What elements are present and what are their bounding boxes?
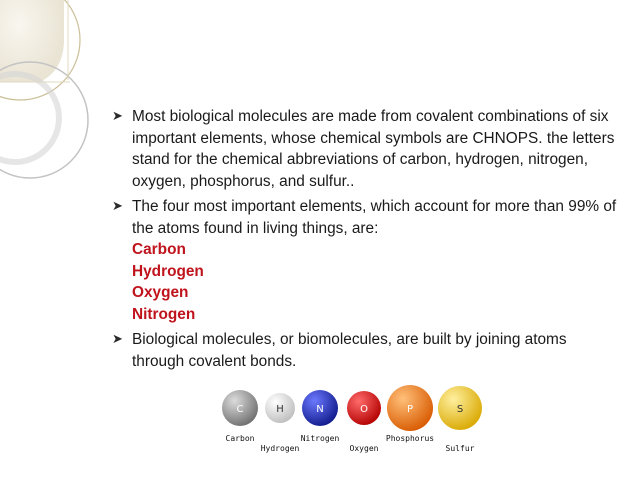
bullet-marker-icon: ➤: [112, 198, 123, 213]
atom-symbol-h: H: [276, 404, 284, 415]
bullet-1-text: Most biological molecules are made from covalent combinations of six important elements, whose chemical symbols are CHNOPS. the letters stand for the chemical abbreviations of carbon, hydrogen, nitrogen, oxygen, phosphorus, and sulfur..: [132, 108, 615, 190]
atom-symbol-p: P: [406, 404, 414, 415]
atom-label-carbon: Carbon: [225, 434, 255, 443]
elements-list: [132, 239, 622, 325]
content-area: [112, 106, 622, 376]
bullet-2-text: The four most important elements, which account for more than 99% of the atoms found in living things, are:: [132, 198, 617, 237]
atom-label-oxygen: Oxygen: [349, 444, 379, 453]
bullet-2: [112, 196, 622, 325]
atom-label-phosphorus: Phosphorus: [385, 434, 435, 443]
bullet-1: [112, 106, 622, 192]
atom-symbol-c: C: [236, 404, 244, 415]
element-hydrogen: Hydrogen: [132, 262, 204, 280]
bullet-3: [112, 329, 622, 372]
atom-label-nitrogen: Nitrogen: [300, 434, 340, 443]
element-carbon: Carbon: [132, 241, 186, 258]
atom-label-hydrogen: Hydrogen: [260, 444, 300, 453]
atom-symbol-s: S: [456, 404, 464, 415]
atom-symbol-n: N: [316, 404, 324, 415]
bullet-marker-icon: ➤: [112, 108, 123, 123]
element-oxygen: Oxygen: [132, 284, 189, 301]
atom-symbol-o: O: [360, 404, 368, 415]
bullet-marker-icon: ➤: [112, 331, 123, 346]
element-nitrogen: Nitrogen: [132, 305, 196, 323]
bullet-3-text: Biological molecules, or biomolecules, are built by joining atoms through covalent bonds.: [132, 331, 567, 370]
atom-label-sulfur: Sulfur: [445, 444, 475, 453]
atoms-illustration: [220, 382, 500, 462]
